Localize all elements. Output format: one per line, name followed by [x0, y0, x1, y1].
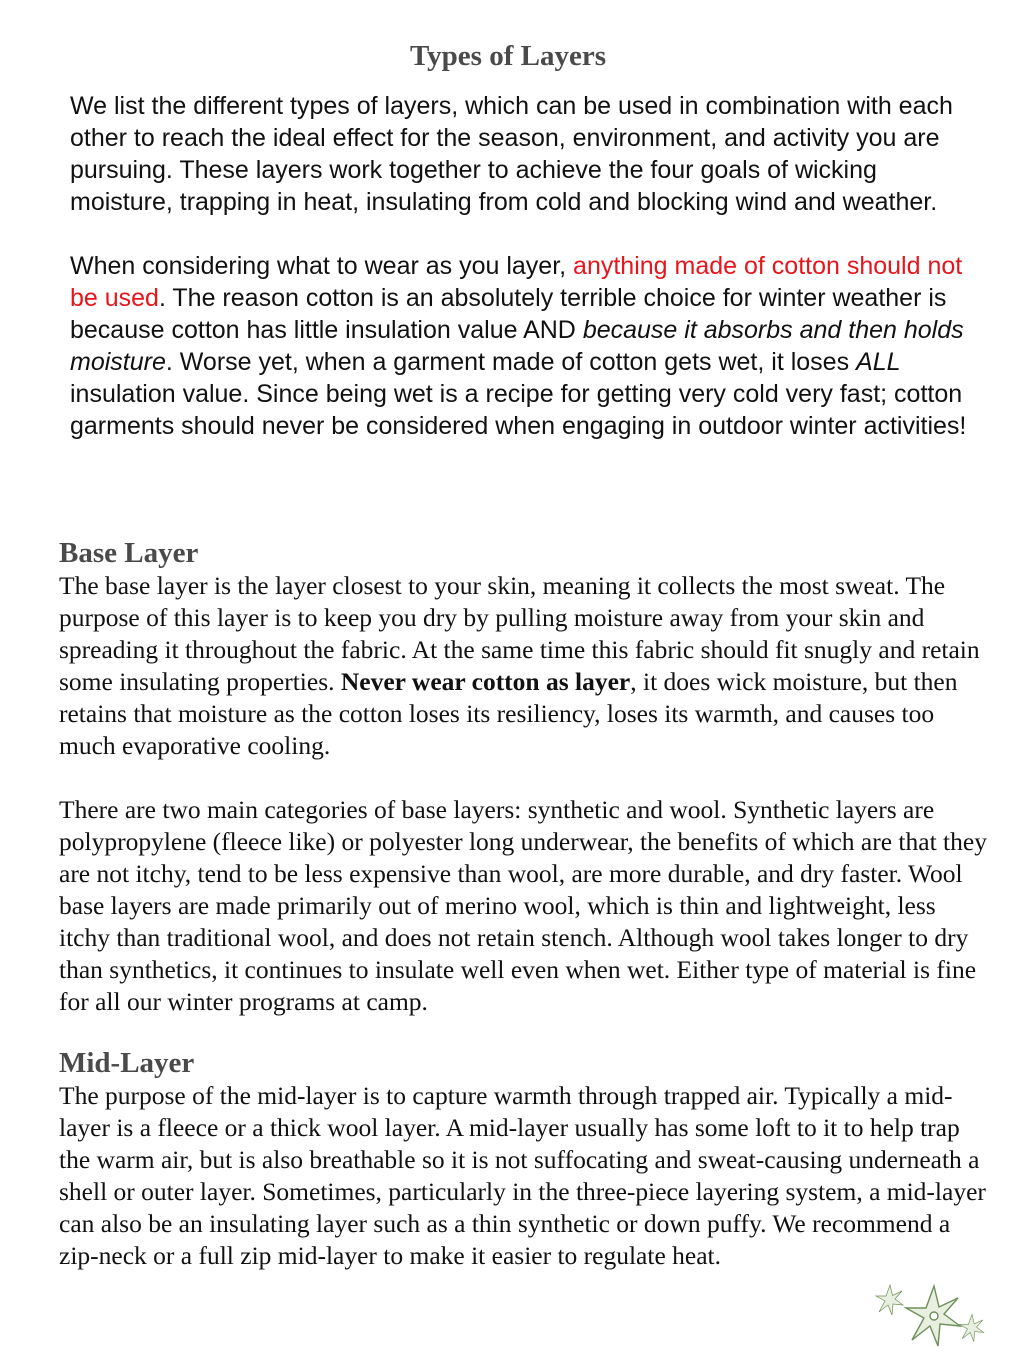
body-text: The base layer is the layer closest to your skin, meaning it collects the most sweat. The purpose of this layer is to keep you dry by pulling moisture away from your skin and spreading it throughout the fabric. At the same time this fabric should fit snugly and retain some insulating properties.: [59, 571, 980, 696]
emphasis-text: ALL: [856, 348, 901, 376]
page-title: Types of Layers: [409, 40, 606, 72]
mid-layer-section: [59, 1046, 989, 1304]
mid-layer-paragraph: The purpose of the mid-layer is to capture warmth through trapped air. Typically a mid-layer is a fleece or a thick wool layer. A mid-layer usually has some loft to it to help trap the warm air, but is also breathable so it is not suffocating and sweat-causing underneath a shell or outer layer. Sometimes, particularly in the three-piece layering system, a mid-layer can also be an insulating layer such as a thin synthetic or down puffy. We recommend a zip-neck or a full zip mid-layer to make it easier to regulate heat.: [59, 1081, 986, 1270]
base-layer-section: [59, 536, 989, 1050]
bold-warning: Never wear cotton as layer: [340, 667, 631, 696]
emphasis-text: because it absorbs and then holds moisture: [70, 316, 964, 376]
intro-text: . Worse yet, when a garment made of cotton gets wet, it loses: [165, 348, 857, 376]
base-layer-paragraph-2: There are two main categories of base layers: synthetic and wool. Synthetic layers are polypropylene (fleece like) or polyester long underwear, the benefits of which are that they are not itchy, tend to be less expensive than wool, are more durable, and dry faster. Wool base layers are made primarily out of merino wool, which is thin and lightweight, less itchy than traditional wool, and does not retain stench. Although wool takes longer to dry than synthetics, it continues to insulate well even when wet. Either type of material is fine for all our winter programs at camp.: [59, 795, 987, 1016]
intro-text: insulation value. Since being wet is a recipe for getting very cold very fast; cotton garments should never be considered when engaging in outdoor winter activities!: [70, 380, 967, 440]
intro-text: When considering what to wear as you layer,: [70, 252, 574, 280]
intro-paragraph-1: We list the different types of layers, which can be used in combination with each other to reach the ideal effect for the season, environment, and activity you are pursuing. These layers work together to achieve the four goals of wicking moisture, trapping in heat, insulating from cold and blocking wind and weather.: [70, 92, 953, 216]
mid-layer-heading: Mid-Layer: [59, 1047, 195, 1079]
intro-text: . The reason cotton is an absolutely terrible choice for winter weather is because cotton has little insulation value AND: [70, 284, 947, 344]
base-layer-heading: Base Layer: [59, 537, 199, 569]
snowflake-icon: [872, 1282, 992, 1352]
cotton-warning: anything made of cotton should not be used: [70, 252, 963, 312]
body-text: , it does wick moisture, but then retains that moisture as the cotton loses its resiliency, loses its warmth, and causes too much evaporative cooling.: [59, 667, 958, 760]
intro-section: [70, 90, 970, 474]
base-layer-paragraph-1: [59, 570, 989, 762]
intro-paragraph-2: [70, 250, 970, 442]
